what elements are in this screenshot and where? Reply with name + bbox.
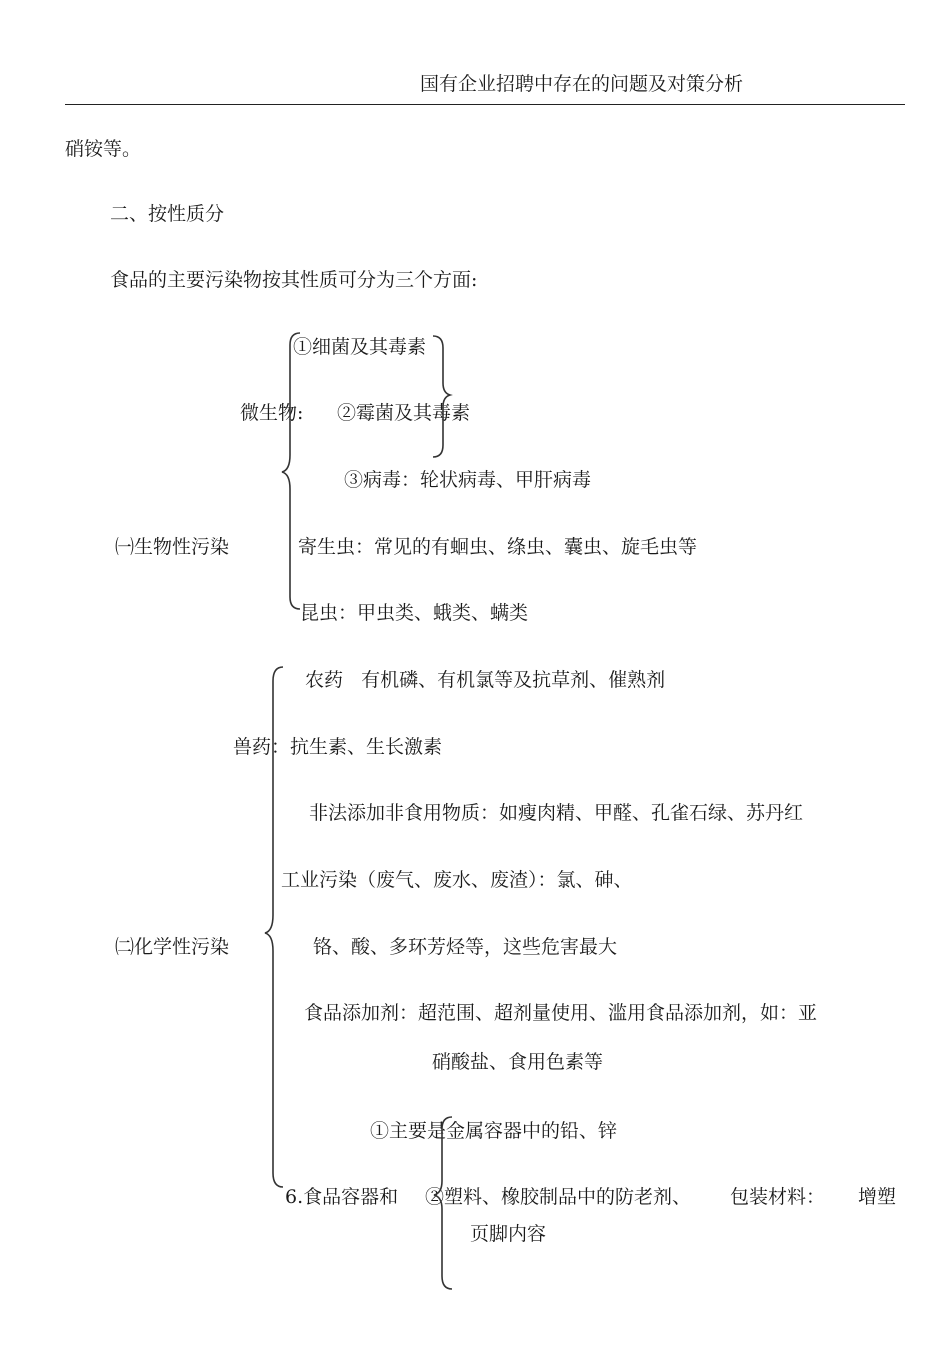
section-heading: 二、按性质分	[110, 203, 225, 225]
chemical-contamination-label: ㈡化学性污染	[115, 936, 230, 958]
container-label: 6.食品容器和	[285, 1186, 399, 1208]
industrial-pollution-line2: 铬、酸、多环芳烃等，这些危害最大	[313, 936, 618, 958]
header-divider	[65, 104, 905, 105]
microbe-item-bacteria: ①细菌及其毒素	[293, 336, 427, 358]
lead-paragraph: 食品的主要污染物按其性质可分为三个方面:	[110, 269, 478, 291]
insect-item: 昆虫：甲虫类、蛾类、螨类	[300, 602, 529, 624]
vet-drug-item: 兽药：抗生素、生长激素	[233, 736, 443, 758]
illegal-additive-item: 非法添加非食用物质：如瘦肉精、甲醛、孔雀石绿、苏丹红	[309, 802, 804, 824]
brace-microbes	[433, 336, 450, 457]
industrial-pollution-line1: 工业污染（废气、废水、废渣）：氯、砷、	[281, 869, 633, 891]
microbe-item-virus: ③病毒：轮状病毒、甲肝病毒	[344, 469, 592, 491]
parasite-item: 寄生虫：常见的有蛔虫、绦虫、囊虫、旋毛虫等	[298, 536, 698, 558]
pesticide-item: 农药 有机磷、有机氯等及抗草剂、催熟剂	[305, 669, 666, 691]
plasticizer-text: 增塑	[858, 1186, 897, 1208]
brace-biological	[282, 333, 300, 609]
page-header-title: 国有企业招聘中存在的问题及对策分析	[420, 73, 744, 95]
biological-contamination-label: ㈠生物性污染	[115, 536, 230, 558]
container-item-plastic: ②塑料、橡胶制品中的防老剂、	[425, 1186, 692, 1208]
microbe-label: 微生物:	[240, 402, 304, 424]
continuation-text: 硝铵等。	[65, 138, 142, 160]
footer-content: 页脚内容	[470, 1223, 547, 1245]
packaging-material-label: 包装材料：	[730, 1186, 826, 1208]
food-additive-line1: 食品添加剂：超范围、超剂量使用、滥用食品添加剂，如：亚	[304, 1002, 818, 1024]
container-item-metal: ①主要是金属容器中的铅、锌	[370, 1120, 618, 1142]
food-additive-line2: 硝酸盐、食用色素等	[432, 1051, 604, 1073]
microbe-item-mold: ②霉菌及其毒素	[337, 402, 471, 424]
